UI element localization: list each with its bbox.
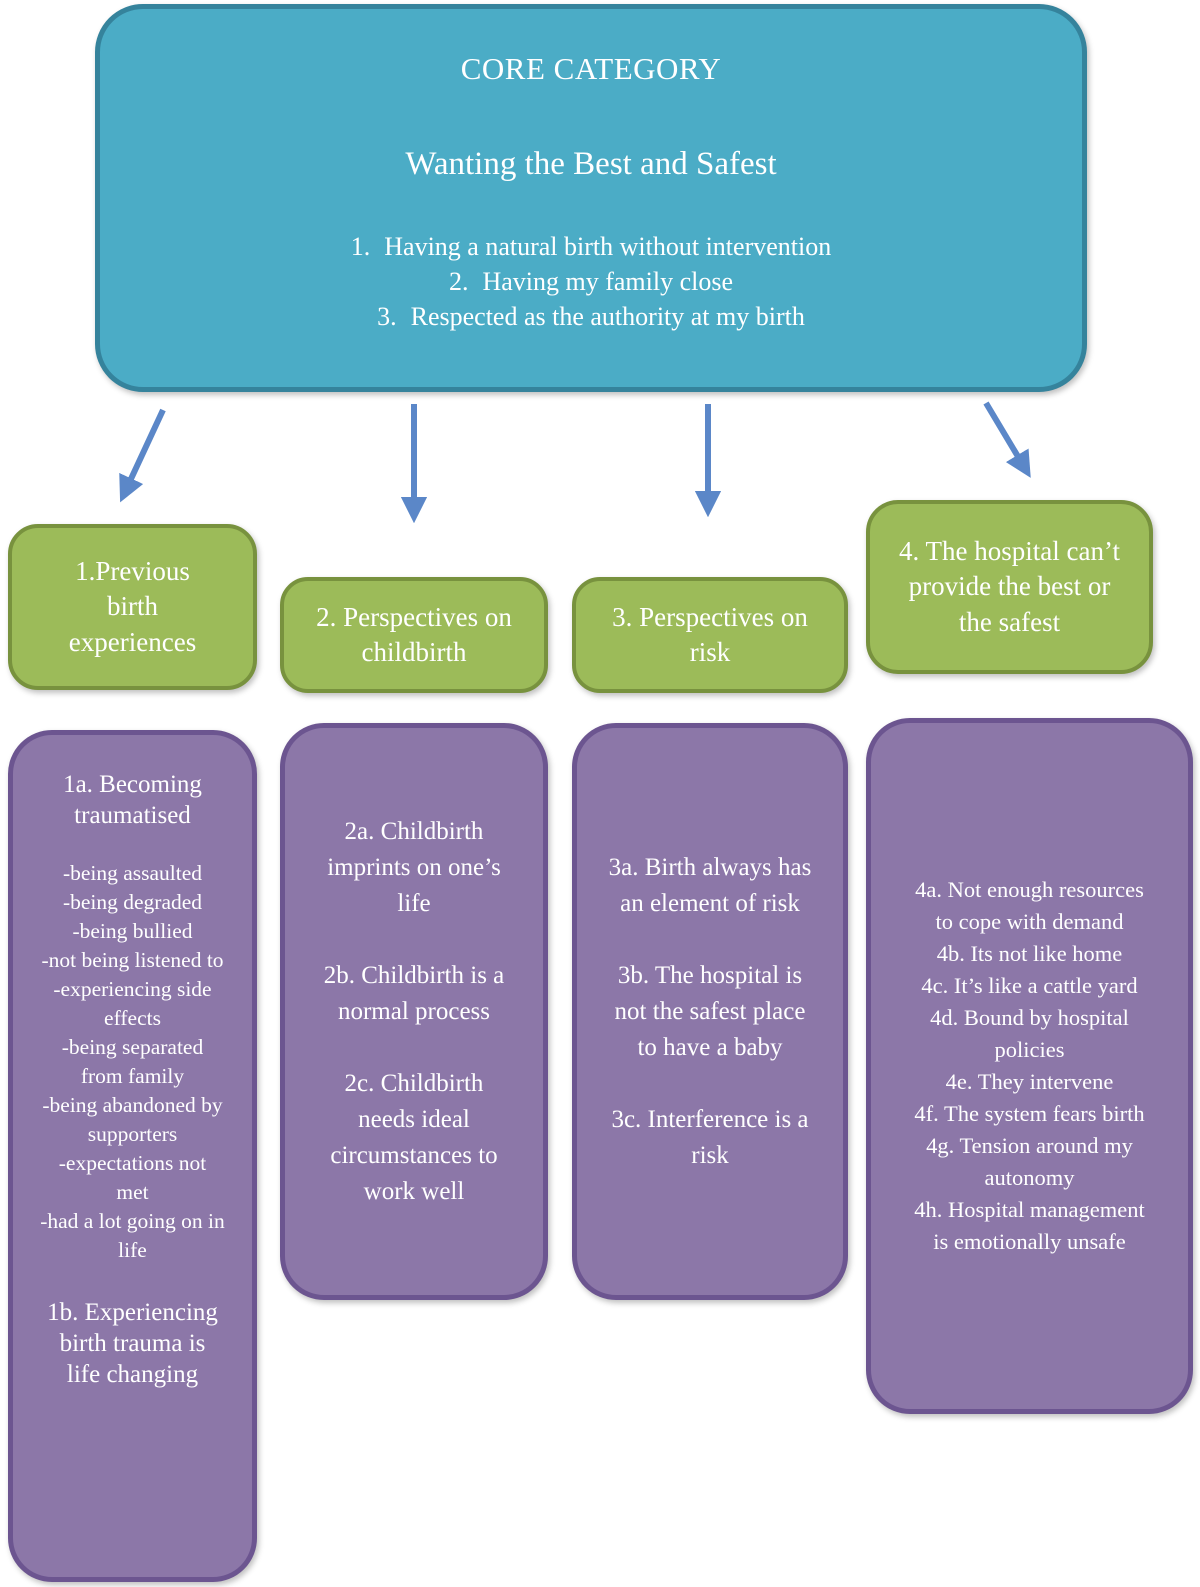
- subcategory-item: 4h. Hospital management is emotionally unsafe: [914, 1197, 1145, 1254]
- subcategory-item: -not being listened to: [41, 948, 224, 972]
- category-box-2-perspectives-on-childbirth: [280, 577, 548, 693]
- category-box-4-hospital-cant-provide: [866, 500, 1153, 674]
- category-label: 2. Perspectives on childbirth: [316, 601, 512, 667]
- subcategory-item: 2a. Childbirth imprints on one’s life: [327, 817, 501, 917]
- core-list-item: [100, 299, 1082, 334]
- subcategory-4-items: [909, 874, 1151, 1258]
- core-category-list: [100, 229, 1082, 334]
- subcategory-item: 4d. Bound by hospital policies: [930, 1005, 1129, 1062]
- core-list-item-text: Having my family close: [482, 267, 734, 296]
- core-list-item-number: 2.: [448, 267, 469, 296]
- core-category-box: [95, 4, 1087, 392]
- subcategory-item: 4c. It’s like a cattle yard: [921, 973, 1138, 998]
- subcategory-box-1: [8, 730, 257, 1582]
- category-label: 3. Perspectives on risk: [612, 601, 808, 667]
- category-box-3-perspectives-on-risk: [572, 577, 848, 693]
- subcategory-item: -being separated from family: [61, 1035, 204, 1088]
- category-label: 1.Previous birth experiences: [68, 556, 197, 657]
- subcategory-item: 4b. Its not like home: [936, 941, 1123, 966]
- subcategory-item: -being assaulted: [62, 861, 203, 885]
- core-category-subtitle: Wanting the Best and Safest: [405, 146, 777, 182]
- core-list-item: [100, 264, 1082, 299]
- arrow-to-category-1: [124, 410, 163, 494]
- subcategory-item: -being bullied: [72, 919, 193, 943]
- arrow-to-category-4: [986, 403, 1026, 470]
- subcategory-box-2: [280, 723, 548, 1300]
- subcategory-item: -being abandoned by supporters: [42, 1093, 223, 1146]
- core-category-title: CORE CATEGORY: [460, 51, 722, 86]
- subcategory-box-4: [866, 718, 1193, 1414]
- subcategory-item: -being degraded: [62, 890, 203, 914]
- subcategory-item: -experiencing side effects: [53, 977, 212, 1030]
- subcategory-item: 3a. Birth always has an element of risk: [608, 853, 812, 917]
- subcategory-item: 2b. Childbirth is a normal process: [323, 961, 505, 1025]
- core-list-item-number: 3.: [377, 302, 397, 331]
- subcategory-item: 4f. The system fears birth: [914, 1101, 1145, 1126]
- subcategory-item: -expectations not met: [58, 1151, 207, 1204]
- subcategory-box-3: [572, 723, 848, 1300]
- subcategory-item: -had a lot going on in life: [40, 1209, 225, 1262]
- category-box-1-previous-birth-experiences: [8, 524, 257, 690]
- category-label: 4. The hospital can’t provide the best or the safest: [899, 536, 1120, 637]
- core-list-item-number: 1.: [350, 232, 371, 261]
- subcategory-1a-items: [40, 859, 225, 1265]
- subcategory-item: 3b. The hospital is not the safest place to have a baby: [614, 961, 806, 1061]
- subcategory-item: 4a. Not enough resources to cope with demand: [915, 877, 1144, 934]
- core-list-item: [100, 229, 1082, 264]
- subcategory-1b-heading: 1b. Experiencing birth trauma is life changing: [47, 1299, 218, 1388]
- core-list-item-text: Respected as the authority at my birth: [410, 302, 805, 331]
- core-list-item-text: Having a natural birth without intervention: [384, 232, 832, 261]
- subcategory-item: 4g. Tension around my autonomy: [926, 1133, 1133, 1190]
- subcategory-1a-heading: 1a. Becoming traumatised: [63, 771, 202, 829]
- subcategory-item: 3c. Interference is a risk: [611, 1105, 809, 1169]
- subcategory-item: 2c. Childbirth needs ideal circumstances to work well: [330, 1069, 498, 1205]
- subcategory-item: 4e. They intervene: [945, 1069, 1114, 1094]
